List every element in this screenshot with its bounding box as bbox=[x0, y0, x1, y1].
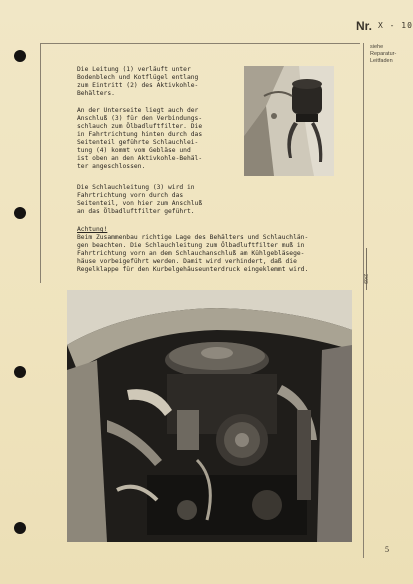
engine-bay-photo bbox=[67, 290, 352, 542]
top-rule bbox=[40, 43, 360, 44]
side-tab bbox=[362, 248, 381, 290]
paragraph-1: Die Leitung (1) verläuft unter Bodenblech und Kotflügel entlang zum Eintritt (2) des Aktivkohle- Behälters. bbox=[77, 66, 199, 97]
punch-hole bbox=[14, 522, 26, 534]
punch-hole bbox=[14, 50, 26, 62]
side-note-line: Reparatur- bbox=[370, 51, 397, 57]
side-note bbox=[370, 44, 396, 65]
canister-photo-image bbox=[244, 66, 334, 176]
right-rule bbox=[363, 43, 364, 558]
side-note-line: siehe bbox=[370, 44, 384, 50]
header-nr-label: Nr. bbox=[356, 19, 373, 33]
engine-bay-image bbox=[67, 290, 352, 542]
left-rule bbox=[40, 43, 41, 283]
page-number: 5 bbox=[385, 545, 389, 554]
attention-body: Beim Zusammenbau richtige Lage des Behälters und Schlauchlän- gen beachten. Die Schlauchleitung zum Ölbadluftfilter muß in Fahrtrichtung vorn an dem Schlauchanschluß am Kühlgebläsege- häuse vorbeigeführt werden. Damit wird verhindert, daß die Regelklappe für den Kurbelgehäuseunterdruck eingeklemmt wird. bbox=[77, 234, 309, 273]
paragraph-2: An der Unterseite liegt auch der Anschluß (3) für den Verbindungs- schlauch zum Ölbadluftfilter. Die in Fahrtrichtung hinten durch das Seitenteil geführte Schlauchlei- tung (4) kommt vom Gebläse und ist oben an den Aktivkohle-Behäl- ter angeschlossen. bbox=[77, 107, 203, 170]
side-tab-label: 2/69 bbox=[362, 274, 368, 284]
canister-photo bbox=[244, 66, 334, 176]
punch-hole bbox=[14, 207, 26, 219]
side-note-line: Leitfaden bbox=[370, 58, 393, 64]
header-number: X - 10 bbox=[378, 21, 413, 30]
paragraph-3: Die Schlauchleitung (3) wird in Fahrtrichtung vorn durch das Seitenteil, von hier zum Anschluß an das Ölbadluftfilter geführt. bbox=[77, 184, 203, 215]
attention-title: Achtung! bbox=[77, 226, 108, 233]
punch-hole bbox=[14, 366, 26, 378]
